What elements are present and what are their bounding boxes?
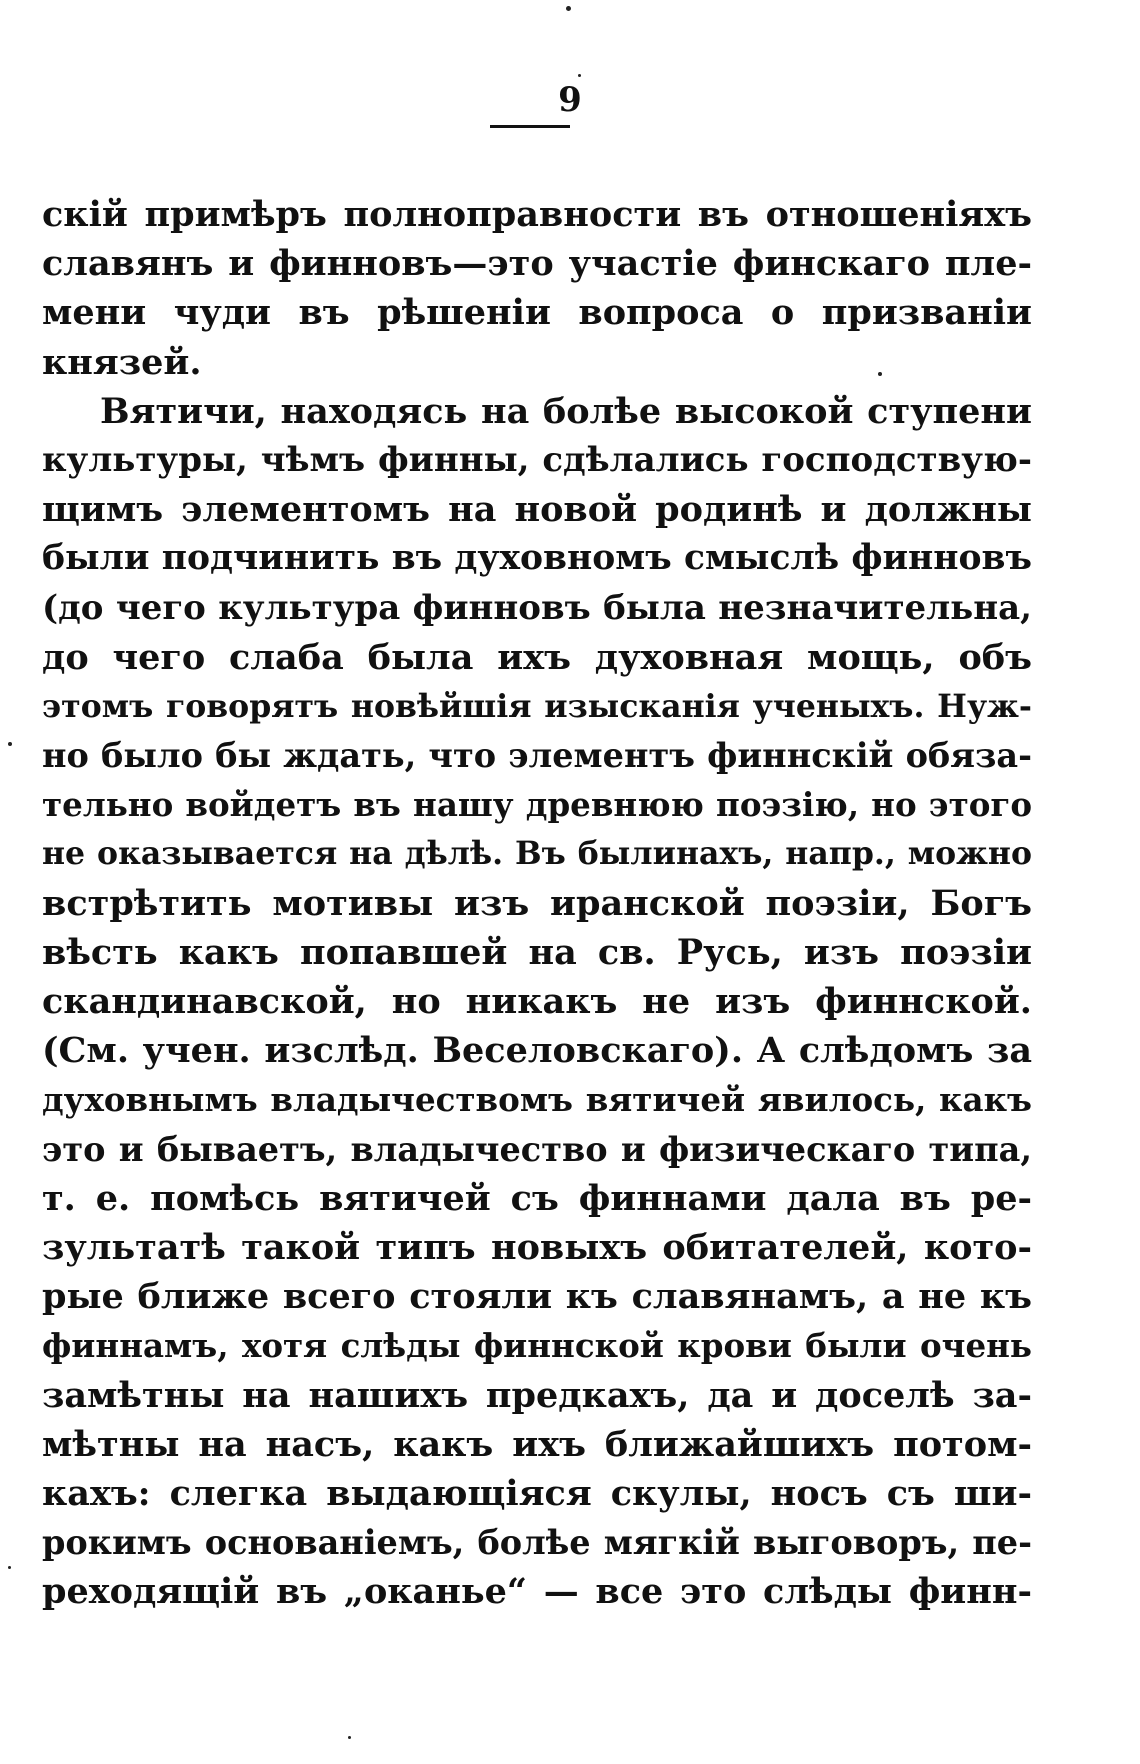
print-speck	[8, 742, 12, 746]
text-line: реходящій въ „оканье“ — все это слѣды финн-	[42, 1571, 1032, 1613]
text-line: т. е. помѣсь вятичей съ финнами дала въ ре-	[42, 1177, 1032, 1219]
text-line: рые ближе всего стояли къ славянамъ, а не къ	[42, 1276, 1032, 1318]
text-line: славянъ и финновъ—это участіе финскаго пле-	[42, 243, 1032, 285]
text-line: щимъ элементомъ на новой родинѣ и должны	[42, 489, 1032, 531]
text-line: это и бываетъ, владычество и физическаго типа,	[42, 1129, 1032, 1169]
text-line: мени чуди въ рѣшеніи вопроса о призваніи	[42, 292, 1032, 334]
print-speck	[348, 1736, 351, 1739]
text-line: скій примѣръ полноправности въ отношеніяхъ	[42, 194, 1032, 235]
text-line: рокимъ основаніемъ, болѣе мягкій выговоръ, пе-	[42, 1523, 1032, 1563]
print-speck	[878, 372, 882, 376]
print-speck	[566, 6, 571, 11]
text-line: мѣтны на насъ, какъ ихъ ближайшихъ потом-	[42, 1423, 1032, 1465]
text-line: Вятичи, находясь на болѣе высокой ступени	[100, 390, 1032, 432]
text-line: но было бы ждать, что элементъ финнскій обяза-	[42, 736, 1032, 776]
page-number: 9	[558, 80, 582, 120]
text-line: князей.	[42, 341, 202, 383]
page-number-underline	[490, 125, 570, 128]
text-line: тельно войдетъ въ нашу древнюю поэзію, но этого	[42, 785, 1032, 825]
text-line: встрѣтить мотивы изъ иранской поэзіи, Богъ	[42, 882, 1032, 924]
text-line: были подчинить въ духовномъ смыслѣ финновъ	[42, 538, 1032, 579]
text-line: (до чего культура финновъ была незначительна,	[42, 587, 1032, 628]
text-line: до чего слаба была ихъ духовная мощь, объ	[42, 636, 1032, 678]
print-speck	[578, 74, 581, 77]
text-line: кахъ: слегка выдающіяся скулы, носъ съ ши-	[42, 1472, 1032, 1514]
print-speck	[8, 1566, 11, 1569]
text-line: (См. учен. изслѣд. Веселовскаго). А слѣдомъ за	[42, 1030, 1032, 1072]
text-line: скандинавской, но никакъ не изъ финнской.	[42, 981, 1032, 1022]
text-line: этомъ говорятъ новѣйшія изысканія ученыхъ. Нуж-	[42, 687, 1032, 725]
text-line: культуры, чѣмъ финны, сдѣлались господствую-	[42, 439, 1032, 480]
text-line: зультатѣ такой типъ новыхъ обитателей, кото-	[42, 1226, 1032, 1268]
text-line: не оказывается на дѣлѣ. Въ былинахъ, напр., можно	[42, 835, 1032, 873]
text-line: вѣсть какъ попавшей на св. Русь, изъ поэзіи	[42, 931, 1032, 973]
body-text	[42, 190, 1032, 1616]
text-line: финнамъ, хотя слѣды финнской крови были очень	[42, 1326, 1032, 1366]
text-line: духовнымъ владычествомъ вятичей явилось, какъ	[42, 1080, 1032, 1120]
text-line: замѣтны на нашихъ предкахъ, да и доселѣ за-	[42, 1374, 1032, 1416]
